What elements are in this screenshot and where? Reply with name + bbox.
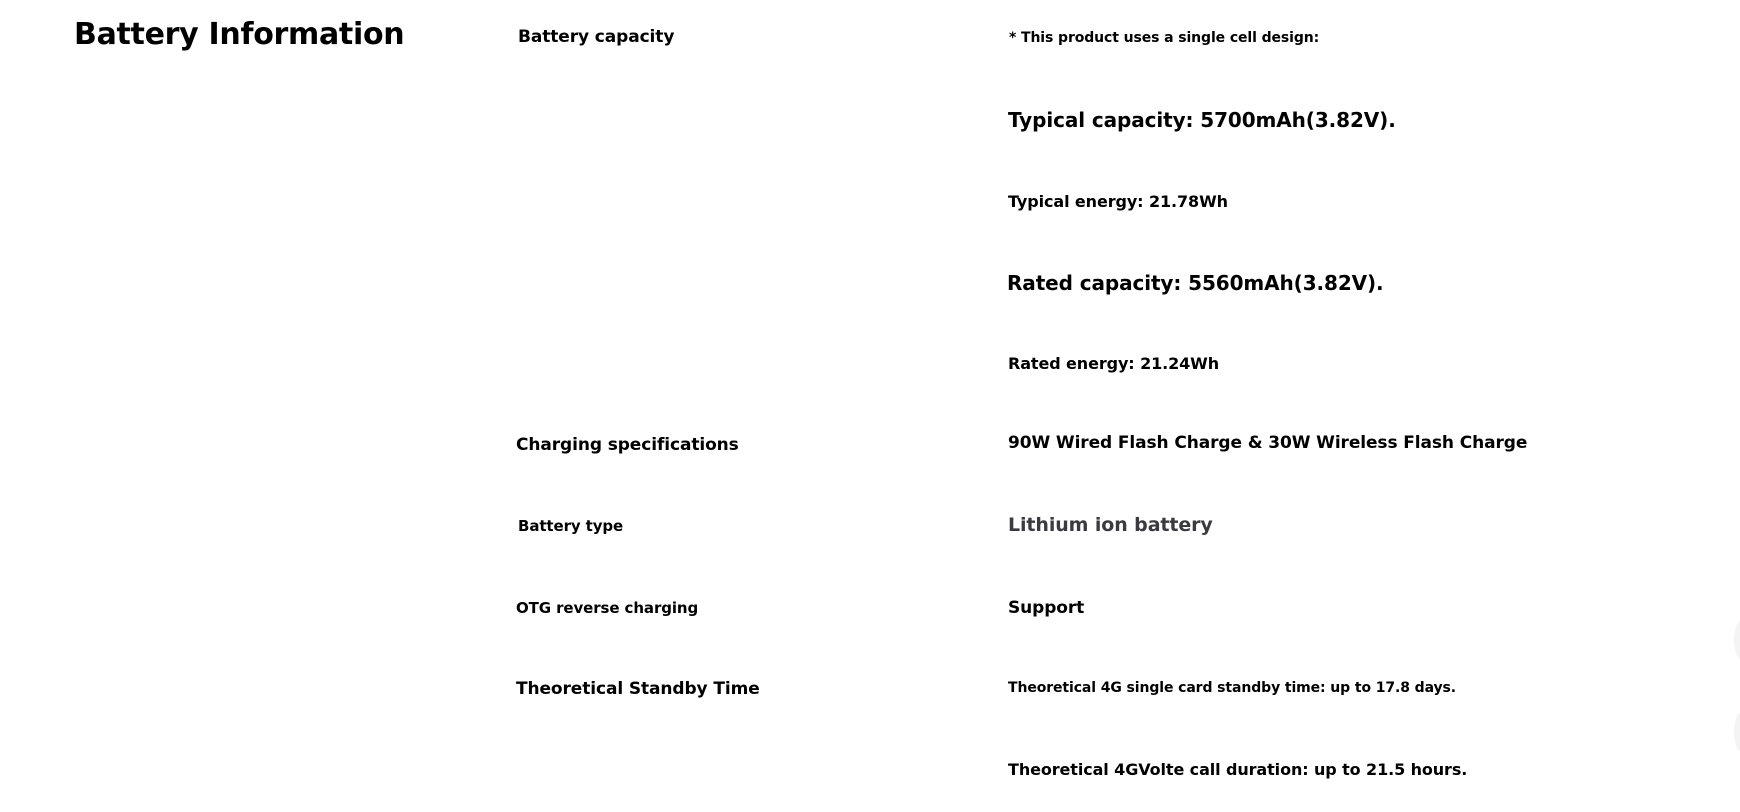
charging-value: 90W Wired Flash Charge & 30W Wireless Flash Charge bbox=[1008, 433, 1528, 453]
edge-decoration bbox=[1734, 620, 1740, 660]
rated-capacity-value: Rated capacity: 5560mAh(3.82V). bbox=[1007, 271, 1384, 295]
label-theoretical-standby-time: Theoretical Standby Time bbox=[516, 679, 760, 699]
edge-decoration bbox=[1734, 712, 1740, 752]
typical-energy-value: Typical energy: 21.78Wh bbox=[1008, 192, 1228, 211]
rated-energy-value: Rated energy: 21.24Wh bbox=[1008, 354, 1220, 373]
otg-value: Support bbox=[1008, 598, 1085, 618]
label-charging-specifications: Charging specifications bbox=[516, 435, 739, 455]
page-title: Battery Information bbox=[74, 17, 405, 52]
label-otg-reverse-charging: OTG reverse charging bbox=[516, 599, 699, 617]
standby-4g-value: Theoretical 4G single card standby time: up to 17.8 days. bbox=[1008, 680, 1456, 696]
label-battery-capacity: Battery capacity bbox=[518, 27, 675, 47]
call-volte-value: Theoretical 4GVolte call duration: up to 21.5 hours. bbox=[1008, 760, 1468, 779]
single-cell-note: * This product uses a single cell design: bbox=[1009, 30, 1320, 46]
typical-capacity-value: Typical capacity: 5700mAh(3.82V). bbox=[1008, 108, 1396, 132]
label-battery-type: Battery type bbox=[518, 517, 624, 535]
battery-type-value: Lithium ion battery bbox=[1008, 514, 1213, 536]
